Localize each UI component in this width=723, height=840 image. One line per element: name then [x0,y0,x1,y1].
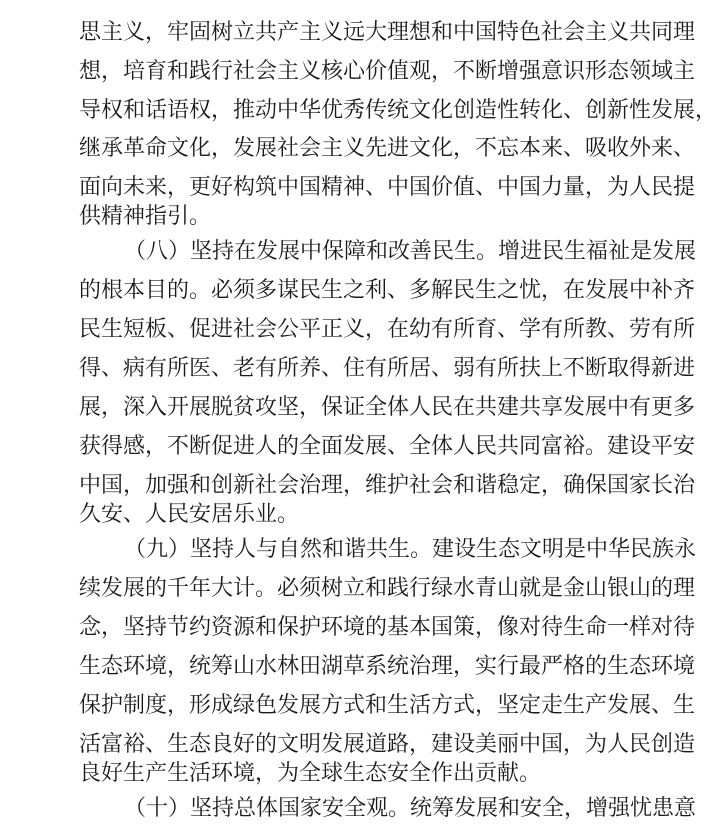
paragraph-heading-line: （八）坚持在发展中保障和改善民生。增进民生福祉是发展 [124,239,697,264]
paragraph-heading-line: （十）坚持总体国家安全观。统筹发展和安全，增强忧患意 [124,796,697,821]
text-line: 久安、人民安居乐业。 [79,502,300,527]
text-line: 思主义，牢固树立共产主义远大理想和中国特色社会主义共同理 [79,20,696,45]
text-line: 生态环境，统筹山水林田湖草系统治理，实行最严格的生态环境 [79,654,696,679]
text-line: 续发展的千年大计。必须树立和践行绿水青山就是金山银山的理 [79,576,696,601]
text-line: 良好生产生活环境，为全球生态安全作出贡献。 [79,761,542,786]
text-line: 获得感，不断促进人的全面发展、全体人民共同富裕。建设平安 [79,434,696,459]
text-line: 展，深入开展脱贫攻坚，保证全体人民在共建共享发展中有更多 [79,395,696,420]
text-line: 活富裕、生态良好的文明发展道路，建设美丽中国，为人民创造 [79,732,696,757]
text-line: 得、病有所医、老有所养、住有所居、弱有所扶上不断取得新进 [79,356,696,381]
paragraph-heading-line: （九）坚持人与自然和谐共生。建设生态文明是中华民族永 [124,537,697,562]
text-line: 供精神指引。 [79,204,212,229]
text-line: 中国，加强和创新社会治理，维护社会和谐稳定，确保国家长治 [79,473,696,498]
text-line: 面向未来，更好构筑中国精神、中国价值、中国力量，为人民提 [79,175,696,200]
text-line: 导权和话语权，推动中华优秀传统文化创造性转化、创新性发展， [79,98,718,123]
text-line: 保护制度，形成绿色发展方式和生活方式，坚定走生产发展、生 [79,693,696,718]
text-line: 的根本目的。必须多谋民生之利、多解民生之忧，在发展中补齐 [79,278,696,303]
text-line: 念，坚持节约资源和保护环境的基本国策，像对待生命一样对待 [79,615,696,640]
text-line: 继承革命文化，发展社会主义先进文化，不忘本来、吸收外来、 [79,136,696,161]
text-line: 民生短板、促进社会公平正义，在幼有所育、学有所教、劳有所 [79,317,696,342]
text-line: 想，培育和践行社会主义核心价值观，不断增强意识形态领域主 [79,59,696,84]
